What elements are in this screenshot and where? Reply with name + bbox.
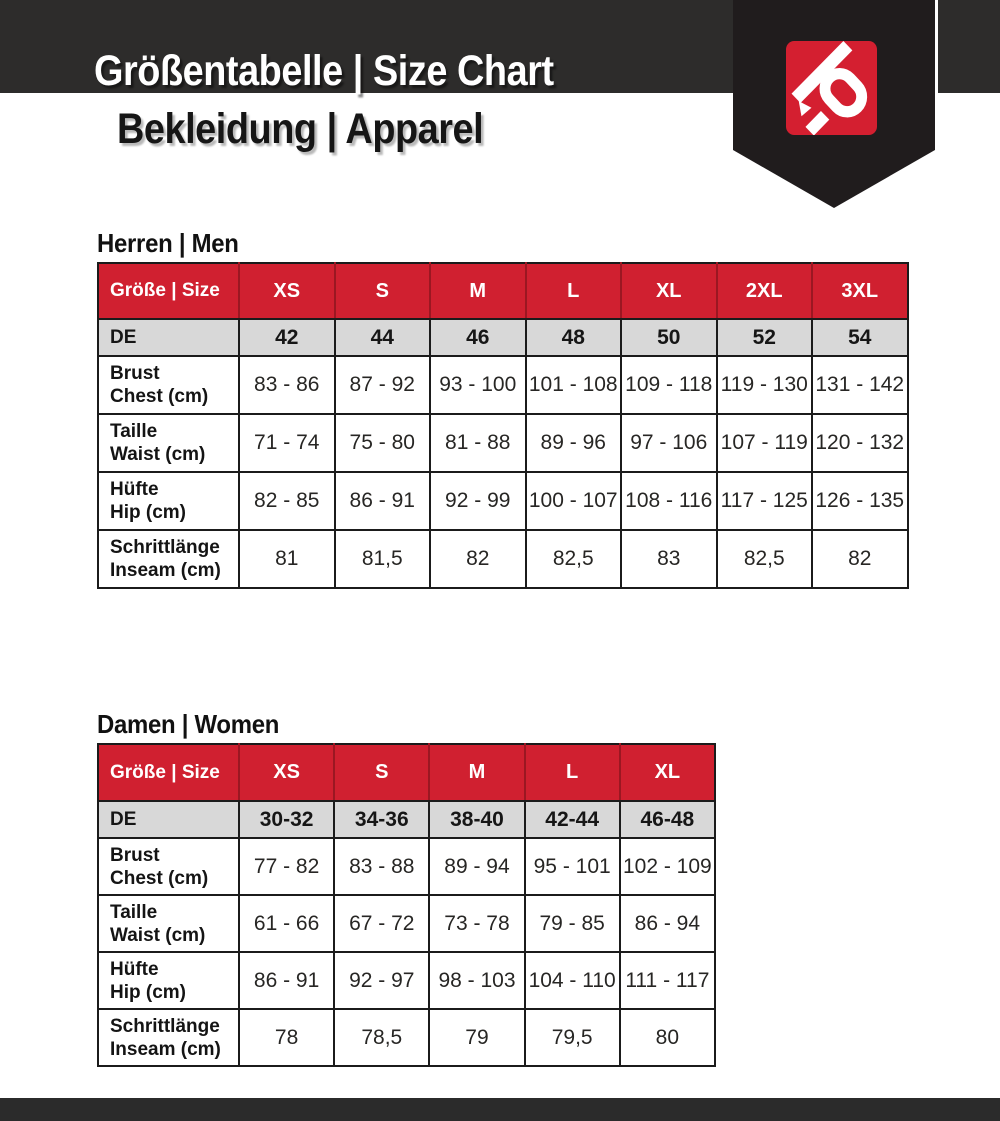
section-heading-women-text: Damen | Women: [97, 709, 280, 739]
measure-label-cell: [98, 414, 239, 472]
size-value-cell: 81 - 88: [430, 414, 526, 472]
measure-label-cell: [98, 895, 239, 952]
size-value-cell: 82: [430, 530, 526, 588]
size-header-label-cell: Größe | Size: [98, 263, 239, 319]
size-value-cell: 82: [812, 530, 908, 588]
size-header-cell: L: [526, 263, 622, 319]
size-header-cell: XS: [239, 263, 335, 319]
size-value-cell: 102 - 109: [620, 838, 715, 895]
bottom-bar: [0, 1098, 1000, 1121]
measure-label-en: Waist (cm): [110, 924, 206, 946]
size-header-cell: XL: [621, 263, 717, 319]
size-value-cell: 81,5: [335, 530, 431, 588]
size-value-cell: 86 - 91: [335, 472, 431, 530]
size-header-cell: XL: [620, 744, 715, 801]
women-size-table-container: [97, 743, 716, 1067]
measure-label-cell: [98, 319, 239, 356]
size-value-cell: 80: [620, 1009, 715, 1066]
size-header-cell: L: [525, 744, 620, 801]
men-size-table-container: [97, 262, 909, 589]
size-value-cell: 119 - 130: [717, 356, 813, 414]
size-header-cell: 2XL: [717, 263, 813, 319]
page-title: [94, 48, 616, 94]
section-heading-men: [97, 228, 251, 258]
size-value-cell: 34-36: [334, 801, 429, 838]
measure-label-de: Schrittlänge: [110, 1015, 220, 1037]
size-header-label-cell: Größe | Size: [98, 744, 239, 801]
size-header-cell: 3XL: [812, 263, 908, 319]
size-value-cell: 131 - 142: [812, 356, 908, 414]
five-ten-logo: [786, 41, 877, 135]
size-value-cell: 97 - 106: [621, 414, 717, 472]
measure-label-en: Hip (cm): [110, 981, 186, 1003]
size-value-cell: 86 - 94: [620, 895, 715, 952]
size-value-cell: 95 - 101: [525, 838, 620, 895]
measure-label-en: Inseam (cm): [110, 1038, 221, 1060]
size-value-cell: 93 - 100: [430, 356, 526, 414]
size-header-cell: S: [335, 263, 431, 319]
size-value-cell: 48: [526, 319, 622, 356]
size-value-cell: 83 - 88: [334, 838, 429, 895]
measure-label-en: Inseam (cm): [110, 560, 221, 581]
measure-label-de: DE: [110, 808, 137, 830]
measure-label-de: Hüfte: [110, 479, 159, 500]
size-value-cell: 92 - 97: [334, 952, 429, 1009]
size-value-cell: 42-44: [525, 801, 620, 838]
measure-label-de: Hüfte: [110, 958, 159, 980]
size-value-cell: 104 - 110: [525, 952, 620, 1009]
measure-label-en: Waist (cm): [110, 444, 206, 465]
size-value-cell: 79: [429, 1009, 524, 1066]
size-value-cell: 107 - 119: [717, 414, 813, 472]
measure-label-cell: [98, 952, 239, 1009]
size-value-cell: 83: [621, 530, 717, 588]
measure-label-en: Chest (cm): [110, 386, 209, 407]
measure-label-de: Taille: [110, 421, 158, 442]
measure-label-de: DE: [110, 326, 137, 348]
size-value-cell: 61 - 66: [239, 895, 334, 952]
size-value-cell: 42: [239, 319, 335, 356]
size-value-cell: 100 - 107: [526, 472, 622, 530]
measure-label-cell: [98, 838, 239, 895]
size-value-cell: 46-48: [620, 801, 715, 838]
measure-label-cell: [98, 530, 239, 588]
measure-label-en: Hip (cm): [110, 502, 186, 523]
size-value-cell: 38-40: [429, 801, 524, 838]
women-table: [97, 743, 716, 1067]
size-value-cell: 46: [430, 319, 526, 356]
size-value-cell: 89 - 96: [526, 414, 622, 472]
size-value-cell: 50: [621, 319, 717, 356]
measure-label-de: Brust: [110, 844, 160, 866]
size-value-cell: 109 - 118: [621, 356, 717, 414]
page-title-text: Größentabelle | Size Chart: [94, 47, 554, 95]
size-header-cell: M: [429, 744, 524, 801]
size-value-cell: 67 - 72: [334, 895, 429, 952]
size-value-cell: 44: [335, 319, 431, 356]
measure-label-cell: [98, 356, 239, 414]
size-value-cell: 82,5: [526, 530, 622, 588]
size-value-cell: 117 - 125: [717, 472, 813, 530]
section-heading-women: [97, 709, 295, 739]
page-subtitle: [117, 106, 533, 152]
measure-label-de: Brust: [110, 363, 160, 384]
size-value-cell: 98 - 103: [429, 952, 524, 1009]
size-value-cell: 78,5: [334, 1009, 429, 1066]
page-subtitle-text: Bekleidung | Apparel: [117, 105, 484, 153]
size-value-cell: 52: [717, 319, 813, 356]
pennant-gap-line: [935, 0, 938, 93]
size-value-cell: 120 - 132: [812, 414, 908, 472]
size-value-cell: 92 - 99: [430, 472, 526, 530]
size-header-cell: M: [430, 263, 526, 319]
measure-label-en: Chest (cm): [110, 867, 209, 889]
measure-label-cell: [98, 1009, 239, 1066]
measure-label-de: Taille: [110, 901, 158, 923]
men-table: [97, 262, 909, 589]
size-header-cell: S: [334, 744, 429, 801]
size-value-cell: 78: [239, 1009, 334, 1066]
size-value-cell: 101 - 108: [526, 356, 622, 414]
size-value-cell: 81: [239, 530, 335, 588]
size-value-cell: 87 - 92: [335, 356, 431, 414]
size-value-cell: 82,5: [717, 530, 813, 588]
size-value-cell: 79 - 85: [525, 895, 620, 952]
size-value-cell: 75 - 80: [335, 414, 431, 472]
size-value-cell: 73 - 78: [429, 895, 524, 952]
size-value-cell: 86 - 91: [239, 952, 334, 1009]
size-value-cell: 89 - 94: [429, 838, 524, 895]
measure-label-cell: [98, 801, 239, 838]
size-value-cell: 108 - 116: [621, 472, 717, 530]
size-value-cell: 54: [812, 319, 908, 356]
size-value-cell: 82 - 85: [239, 472, 335, 530]
measure-label-cell: [98, 472, 239, 530]
section-heading-men-text: Herren | Men: [97, 228, 239, 258]
size-value-cell: 111 - 117: [620, 952, 715, 1009]
five-ten-logo-icon: [786, 41, 877, 135]
measure-label-de: Schrittlänge: [110, 537, 220, 558]
size-value-cell: 30-32: [239, 801, 334, 838]
size-value-cell: 83 - 86: [239, 356, 335, 414]
size-value-cell: 77 - 82: [239, 838, 334, 895]
size-header-cell: XS: [239, 744, 334, 801]
size-value-cell: 126 - 135: [812, 472, 908, 530]
size-value-cell: 79,5: [525, 1009, 620, 1066]
size-value-cell: 71 - 74: [239, 414, 335, 472]
